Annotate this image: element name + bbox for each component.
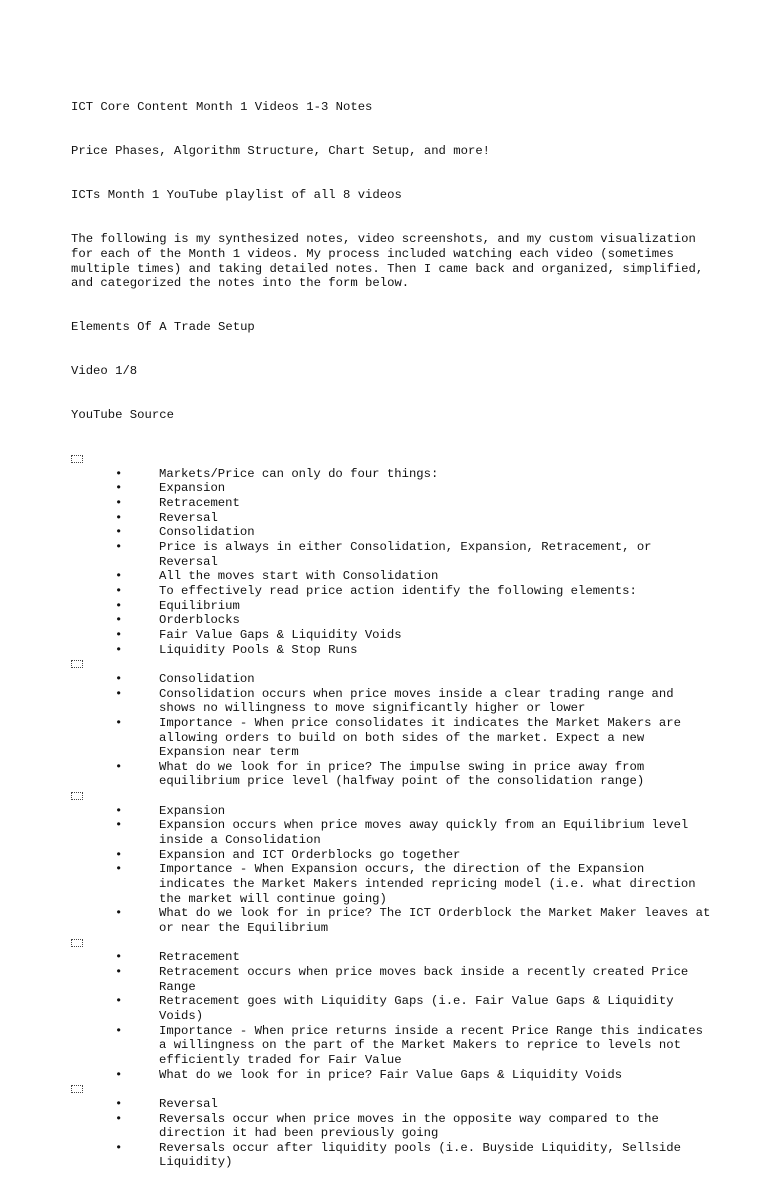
playlist-link[interactable]: ICTs Month 1 YouTube playlist of all 8 videos — [71, 188, 402, 203]
bullet-point-icon: • — [115, 481, 123, 496]
embedded-image-placeholder — [71, 789, 711, 804]
bullet-text: Retracement goes with Liquidity Gaps (i.e. Fair Value Gaps & Liquidity Voids) — [159, 994, 681, 1023]
bullet-list-item — [71, 569, 711, 584]
bullet-list-item — [71, 584, 711, 599]
bullet-text: Retracement — [159, 950, 240, 965]
bullet-point-icon: • — [115, 1096, 123, 1111]
bullet-text: Liquidity Pools & Stop Runs — [159, 642, 358, 657]
bullet-point-icon: • — [115, 627, 123, 642]
bullet-point-icon: • — [115, 964, 123, 979]
bullet-list-item — [71, 950, 711, 965]
bullet-point-icon: • — [115, 642, 123, 657]
bullet-point-icon: • — [115, 510, 123, 525]
bullet-point-icon: • — [115, 496, 123, 511]
document-body — [71, 71, 718, 1185]
bullet-list-item — [71, 906, 718, 936]
bullet-list-item — [71, 1068, 711, 1083]
bullet-list-item — [71, 862, 711, 906]
bullet-list-item — [71, 643, 711, 658]
bullet-text: Importance - When price returns inside a recent Price Range this indicates a willingness on the part of the Market Makers to reprice to levels not efficiently traded for Fair Value — [159, 1023, 711, 1067]
bullet-list-item — [71, 804, 711, 819]
section-heading: Elements Of A Trade Setup — [71, 320, 255, 335]
bullet-text: Importance - When Expansion occurs, the direction of the Expansion indicates the Market Makers intended repricing model (i.e. what direction the market will continue going) — [159, 862, 703, 906]
bullet-list-item — [71, 511, 711, 526]
bullet-point-icon: • — [115, 686, 123, 701]
bullet-list-item — [71, 716, 711, 760]
bullet-text: Fair Value Gaps & Liquidity Voids — [159, 627, 402, 642]
bullet-list-item — [71, 613, 711, 628]
intro-paragraph: The following is my synthesized notes, video screenshots, and my custom visualization for each of the Month 1 videos. My process included watching each video (sometimes multiple times) and taking detailed notes. Then I came back and organized, simplified, and categorized the notes into the form below. — [71, 232, 711, 291]
bullet-text: Consolidation — [159, 671, 255, 686]
bullet-text: What do we look for in price? The impulse swing in price away from equilibrium price level (halfway point of the consolidation range) — [159, 759, 652, 789]
missing-image-icon — [71, 939, 83, 947]
bullet-text: Retracement — [159, 496, 240, 511]
bullet-text: Expansion and ICT Orderblocks go together — [159, 847, 461, 862]
bullet-text: Expansion — [159, 803, 226, 818]
bullet-list-item — [71, 818, 711, 847]
document-title: ICT Core Content Month 1 Videos 1-3 Notes — [71, 100, 373, 115]
bullet-point-icon: • — [115, 583, 123, 598]
document-subtitle: Price Phases, Algorithm Structure, Chart Setup, and more! — [71, 144, 491, 159]
bullet-point-icon: • — [115, 598, 123, 613]
bullet-point-icon: • — [115, 1111, 123, 1126]
bullet-point-icon: • — [115, 818, 123, 833]
bullet-text: Reversal — [159, 510, 218, 525]
missing-image-icon — [71, 792, 83, 800]
bullet-point-icon: • — [115, 1140, 123, 1155]
bullet-point-icon: • — [115, 847, 123, 862]
bullet-point-icon: • — [115, 539, 123, 554]
bullet-list-item — [71, 1097, 711, 1112]
bullet-list-item — [71, 1141, 711, 1170]
bullet-list-item — [71, 672, 711, 687]
bullet-text: Importance - When price consolidates it indicates the Market Makers are allowing orders to build on both sides of the market. Expect a new Expansion near term — [159, 715, 689, 760]
bullet-text: Expansion occurs when price moves away quickly from an Equilibrium level inside a Consolidation — [159, 818, 696, 848]
bullet-point-icon: • — [115, 950, 123, 965]
bullet-list-item — [71, 496, 711, 511]
bullet-text: Reversals occur when price moves in the opposite way compared to the direction it had been previously going — [159, 1111, 667, 1141]
embedded-image-placeholder — [71, 452, 711, 467]
bullet-point-icon: • — [115, 994, 123, 1009]
bullet-list-item — [71, 760, 711, 789]
bullet-list-item — [71, 525, 711, 540]
bullet-point-icon: • — [115, 759, 123, 774]
bullet-point-icon: • — [115, 671, 123, 686]
youtube-source-link[interactable]: YouTube Source — [71, 408, 174, 423]
bullet-text: To effectively read price action identify the following elements: — [159, 583, 637, 598]
bullet-list-item — [71, 467, 711, 482]
bullet-text: Consolidation — [159, 525, 255, 540]
bullet-text: Reversals occur after liquidity pools (i.e. Buyside Liquidity, Sellside Liquidity) — [159, 1140, 689, 1170]
bullet-point-icon: • — [115, 1023, 123, 1038]
bullet-list-item — [71, 994, 711, 1023]
bullet-point-icon: • — [115, 1067, 123, 1082]
bullet-point-icon: • — [115, 862, 123, 877]
bullet-text: What do we look for in price? The ICT Orderblock the Market Maker leaves at or near the Equilibrium — [159, 906, 718, 936]
bullet-text: Retracement occurs when price moves back inside a recently created Price Range — [159, 964, 696, 994]
missing-image-icon — [71, 455, 83, 463]
bullet-list-item — [71, 687, 711, 716]
video-label: Video 1/8 — [71, 364, 138, 379]
bullet-point-icon: • — [115, 569, 123, 584]
bullet-point-icon: • — [115, 803, 123, 818]
embedded-image-placeholder — [71, 936, 711, 951]
bullet-text: Equilibrium — [159, 598, 240, 613]
embedded-image-placeholder — [71, 657, 711, 672]
notes-groups — [71, 452, 718, 1170]
bullet-point-icon: • — [115, 906, 123, 921]
bullet-text: Consolidation occurs when price moves inside a clear trading range and shows no willingness to move significantly higher or lower — [159, 686, 681, 716]
bullet-point-icon: • — [115, 466, 123, 481]
bullet-list-item — [71, 628, 711, 643]
bullet-point-icon: • — [115, 715, 123, 730]
missing-image-icon — [71, 660, 83, 668]
bullet-list-item — [71, 599, 711, 614]
bullet-text: Reversal — [159, 1096, 218, 1111]
bullet-list-item — [71, 848, 711, 863]
bullet-text: Price is always in either Consolidation, Expansion, Retracement, or Reversal — [159, 539, 659, 569]
missing-image-icon — [71, 1085, 83, 1093]
bullet-point-icon: • — [115, 525, 123, 540]
bullet-text: Expansion — [159, 481, 226, 496]
bullet-text: All the moves start with Consolidation — [159, 569, 439, 584]
bullet-text: Orderblocks — [159, 613, 240, 628]
embedded-image-placeholder — [71, 1082, 711, 1097]
bullet-list-item — [71, 481, 711, 496]
bullet-list-item — [71, 1024, 711, 1068]
bullet-list-item — [71, 1112, 711, 1141]
bullet-list-item — [71, 965, 711, 994]
bullet-text: Markets/Price can only do four things: — [159, 466, 439, 481]
bullet-text: What do we look for in price? Fair Value Gaps & Liquidity Voids — [159, 1067, 623, 1082]
bullet-point-icon: • — [115, 613, 123, 628]
bullet-list-item — [71, 540, 711, 569]
